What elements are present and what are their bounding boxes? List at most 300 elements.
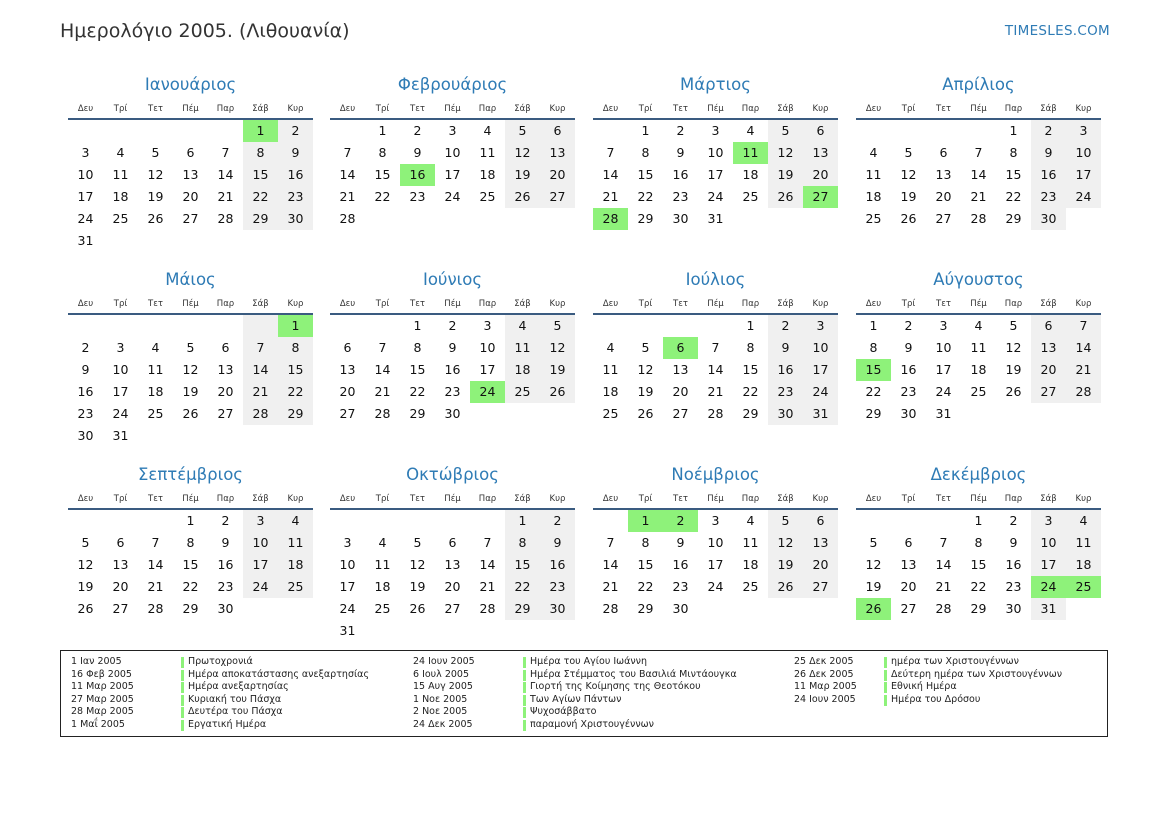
day-cell: 18 [970,362,987,377]
day-cell: 29 [1005,211,1022,226]
day-cell: 12 [409,557,426,572]
day-cell: 20 [339,384,356,399]
day-cell: 14 [339,167,356,182]
day-cell: 12 [637,362,654,377]
day-cell: 17 [1066,164,1101,186]
holiday-date: 1 Νοε 2005 [413,693,468,705]
day-cell: 27 [339,406,356,421]
empty-cell [593,120,628,142]
empty-cell [663,315,698,337]
weekday-label: Πέμ [444,104,461,114]
holiday-name: Εθνική Ημέρα [891,681,957,693]
day-cell: 22 [970,579,987,594]
weekday-label: Σάβ [777,494,794,504]
day-cell: 9 [676,535,685,550]
day-cell: 2 [768,315,803,337]
month-block [856,460,1101,620]
weekday-label: Τρί [375,494,390,504]
day-cell: 7 [711,340,720,355]
day-cell: 30 [768,403,803,425]
day-cell: 28 [970,211,987,226]
day-cell: 23 [409,189,426,204]
holiday-date: 24 Δεκ 2005 [413,718,473,730]
day-cell: 13 [672,362,689,377]
day-cell: 19 [147,189,164,204]
day-cell: 30 [1005,601,1022,616]
day-cell: 6 [540,120,575,142]
holiday-name: Γιορτή της Κοίμησης της Θεοτόκου [530,681,701,693]
day-cell: 17 [479,362,496,377]
day-cell: 14 [707,362,724,377]
weekday-label: Σάβ [514,494,531,504]
day-cell: 29 [637,211,654,226]
holiday-row [794,693,981,707]
day-cell: 4 [483,123,492,138]
day-cell: 22 [409,384,426,399]
day-cell: 7 [151,535,160,550]
holiday-date: 25 Δεκ 2005 [794,656,854,667]
day-cell: 3 [939,318,948,333]
day-cell: 11 [602,362,619,377]
empty-cell [68,315,103,337]
empty-cell [891,510,926,532]
holiday-name: ημέρα των Χριστουγέννων [891,656,1019,667]
day-cell: 11 [479,145,496,160]
day-cell: 5 [1009,318,1018,333]
day-grid [856,120,1101,230]
day-cell: 17 [707,557,724,572]
day-cell: 28 [217,211,234,226]
day-cell: 10 [1066,142,1101,164]
day-cell: 27 [217,406,234,421]
empty-cell [330,315,365,337]
day-cell: 19 [409,579,426,594]
day-cell: 27 [182,211,199,226]
month-block [593,70,838,230]
day-cell: 2 [278,120,313,142]
day-cell: 20 [672,384,689,399]
holiday-day-cell: 24 [1031,576,1066,598]
day-cell: 10 [803,337,838,359]
day-cell: 12 [768,532,803,554]
day-cell: 21 [602,579,619,594]
day-cell: 26 [1005,384,1022,399]
weekday-label: Παρ [1004,299,1023,309]
day-cell: 25 [742,189,759,204]
day-cell: 20 [803,554,838,576]
weekday-label: Κυρ [287,299,304,309]
day-cell: 8 [641,145,650,160]
day-cell: 24 [243,576,278,598]
weekday-header [68,295,313,313]
day-cell: 26 [768,576,803,598]
day-cell: 20 [1031,359,1066,381]
weekday-header [330,490,575,508]
day-cell: 8 [505,532,540,554]
day-cell: 12 [540,337,575,359]
day-cell: 3 [711,123,720,138]
month-block [330,70,575,230]
day-cell: 17 [243,554,278,576]
day-cell: 9 [676,145,685,160]
month-name: Ιούνιος [422,270,483,289]
month-block [330,460,575,642]
holiday-row [71,693,282,707]
holiday-column [794,656,1063,706]
day-cell: 14 [374,362,391,377]
site-link[interactable]: TIMESLES.COM [1004,23,1110,39]
day-cell: 19 [540,359,575,381]
weekday-header [856,490,1101,508]
day-cell: 7 [221,145,230,160]
day-cell: 3 [1066,120,1101,142]
day-cell: 7 [939,535,948,550]
day-cell: 31 [77,233,94,248]
day-cell: 11 [112,167,129,182]
weekday-label: Παρ [741,494,760,504]
day-cell: 16 [77,384,94,399]
day-cell: 23 [77,406,94,421]
day-cell: 25 [479,189,496,204]
day-cell: 24 [339,601,356,616]
day-cell: 7 [606,145,615,160]
empty-cell [435,510,470,532]
day-cell: 20 [900,579,917,594]
day-cell: 2 [676,123,685,138]
weekday-label: Κυρ [1075,104,1092,114]
day-cell: 6 [186,145,195,160]
day-cell: 10 [707,145,724,160]
holiday-date: 11 Μαρ 2005 [71,681,134,693]
holiday-day-cell: 1 [278,315,313,337]
empty-cell [593,315,628,337]
weekday-label: Πέμ [970,104,987,114]
weekday-label: Σάβ [514,299,531,309]
weekday-label: Παρ [216,104,235,114]
day-cell: 4 [278,510,313,532]
day-cell: 9 [278,142,313,164]
weekday-label: Παρ [478,299,497,309]
holiday-row [794,656,1019,669]
empty-cell [103,315,138,337]
weekday-label: Κυρ [549,494,566,504]
day-cell: 9 [448,340,457,355]
page-title: Ημερολόγιο 2005. (Λιθουανία) [60,20,350,42]
day-cell: 14 [147,557,164,572]
day-cell: 25 [865,211,882,226]
empty-cell [593,510,628,532]
day-cell: 21 [147,579,164,594]
empty-cell [103,120,138,142]
day-cell: 11 [1066,532,1101,554]
weekday-label: Τρί [901,494,916,504]
day-cell: 13 [217,362,234,377]
weekday-label: Τρί [375,104,390,114]
month-block [68,460,313,620]
holiday-row [71,656,253,669]
weekday-header [330,295,575,313]
month-block [593,265,838,425]
holiday-day-cell: 26 [856,598,891,620]
day-cell: 19 [637,384,654,399]
day-cell: 18 [742,167,759,182]
empty-cell [961,120,996,142]
day-cell: 4 [378,535,387,550]
day-cell: 21 [707,384,724,399]
day-cell: 23 [217,579,234,594]
weekday-label: Παρ [478,104,497,114]
day-cell: 14 [217,167,234,182]
day-cell: 4 [869,145,878,160]
day-cell: 26 [147,211,164,226]
day-cell: 15 [409,362,426,377]
day-cell: 27 [935,211,952,226]
day-cell: 20 [182,189,199,204]
day-cell: 13 [935,167,952,182]
day-cell: 21 [1066,359,1101,381]
empty-cell [68,510,103,532]
day-cell: 29 [278,403,313,425]
holiday-column [71,656,370,732]
day-cell: 27 [900,601,917,616]
day-cell: 5 [904,145,913,160]
holiday-day-cell: 11 [733,142,768,164]
weekday-header [856,295,1101,313]
holiday-day-cell: 16 [400,164,435,186]
day-cell: 16 [444,362,461,377]
empty-cell [628,315,663,337]
day-cell: 20 [935,189,952,204]
day-cell: 26 [182,406,199,421]
day-cell: 18 [1066,554,1101,576]
day-cell: 16 [672,167,689,182]
weekday-label: Τετ [410,104,425,114]
day-cell: 2 [1009,513,1018,528]
weekday-label: Πέμ [444,494,461,504]
holiday-name: Δευτέρα του Πάσχα [188,706,283,718]
weekday-label: Δευ [339,299,356,309]
holiday-name: Ημέρα αποκατάστασης ανεξαρτησίας [188,668,370,680]
day-cell: 21 [374,384,391,399]
day-cell: 24 [803,381,838,403]
weekday-label: Πέμ [182,299,199,309]
day-cell: 28 [339,211,356,226]
day-cell: 12 [1005,340,1022,355]
weekday-label: Τετ [673,299,688,309]
day-cell: 6 [1031,315,1066,337]
day-cell: 28 [374,406,391,421]
day-cell: 5 [540,315,575,337]
day-cell: 5 [81,535,90,550]
weekday-label: Πέμ [970,299,987,309]
day-cell: 15 [637,167,654,182]
day-cell: 26 [900,211,917,226]
day-cell: 18 [602,384,619,399]
day-cell: 1 [869,318,878,333]
day-cell: 24 [1066,186,1101,208]
day-cell: 18 [505,359,540,381]
day-grid [593,120,838,230]
day-cell: 23 [444,384,461,399]
empty-cell [365,510,400,532]
weekday-label: Παρ [1004,494,1023,504]
day-cell: 2 [81,340,90,355]
empty-cell [68,120,103,142]
holiday-name: Πρωτοχρονιά [188,656,253,667]
day-cell: 13 [339,362,356,377]
day-cell: 18 [374,579,391,594]
day-cell: 25 [374,601,391,616]
empty-cell [365,315,400,337]
month-name: Νοέμβριος [671,465,760,484]
day-grid [330,315,575,425]
day-grid [68,120,313,252]
day-cell: 4 [505,315,540,337]
day-cell: 29 [865,406,882,421]
weekday-label: Τετ [148,104,163,114]
day-cell: 29 [637,601,654,616]
day-cell: 9 [904,340,913,355]
day-cell: 26 [505,186,540,208]
day-cell: 24 [77,211,94,226]
day-cell: 8 [378,145,387,160]
weekday-label: Τετ [148,494,163,504]
day-cell: 19 [900,189,917,204]
day-cell: 15 [182,557,199,572]
empty-cell [400,510,435,532]
weekday-label: Κυρ [1075,299,1092,309]
holiday-row [794,681,957,694]
weekday-label: Τετ [410,299,425,309]
day-cell: 4 [1066,510,1101,532]
weekday-label: Τετ [673,494,688,504]
day-cell: 12 [900,167,917,182]
day-cell: 25 [970,384,987,399]
holiday-row [71,718,267,732]
day-cell: 2 [221,513,230,528]
empty-cell [470,510,505,532]
day-cell: 1 [1009,123,1018,138]
empty-cell [330,510,365,532]
holiday-date: 6 Ιουλ 2005 [413,668,469,680]
day-cell: 17 [77,189,94,204]
day-cell: 30 [540,598,575,620]
day-cell: 3 [711,513,720,528]
day-cell: 24 [707,579,724,594]
day-cell: 5 [768,120,803,142]
day-cell: 3 [483,318,492,333]
day-cell: 30 [1031,208,1066,230]
weekday-label: Πέμ [707,494,724,504]
weekday-label: Πέμ [970,494,987,504]
holiday-row [413,681,701,694]
day-cell: 17 [112,384,129,399]
day-cell: 16 [540,554,575,576]
holiday-day-cell: 1 [628,510,663,532]
day-cell: 14 [479,557,496,572]
day-cell: 16 [1005,557,1022,572]
day-cell: 19 [77,579,94,594]
day-cell: 16 [217,557,234,572]
day-cell: 1 [505,510,540,532]
weekday-header [68,490,313,508]
weekday-label: Τρί [638,299,653,309]
month-block [856,265,1101,425]
holiday-row [413,693,622,707]
weekday-header [593,100,838,118]
weekday-label: Κυρ [549,299,566,309]
holiday-date: 26 Δεκ 2005 [794,668,854,680]
weekday-label: Παρ [741,104,760,114]
day-cell: 1 [378,123,387,138]
day-cell: 15 [742,362,759,377]
day-cell: 13 [182,167,199,182]
holiday-row [413,718,654,732]
weekday-label: Πέμ [444,299,461,309]
weekday-label: Κυρ [812,299,829,309]
month-name: Ιανουάριος [144,75,237,94]
day-cell: 18 [112,189,129,204]
holiday-date: 24 Ιουν 2005 [413,656,475,667]
day-cell: 21 [479,579,496,594]
empty-cell [138,120,173,142]
day-cell: 8 [186,535,195,550]
holiday-day-cell: 6 [663,337,698,359]
empty-cell [138,315,173,337]
day-cell: 31 [935,406,952,421]
day-cell: 3 [116,340,125,355]
weekday-label: Δευ [339,104,356,114]
day-cell: 13 [1031,337,1066,359]
day-cell: 22 [182,579,199,594]
day-cell: 19 [768,554,803,576]
day-cell: 20 [112,579,129,594]
day-cell: 18 [479,167,496,182]
holiday-name: Ημέρα του Αγίου Ιωάννη [530,656,648,667]
day-cell: 20 [540,164,575,186]
holiday-day-cell: 24 [470,381,505,403]
weekday-label: Τρί [113,494,128,504]
empty-cell [243,315,278,337]
day-cell: 10 [339,557,356,572]
holiday-date: 16 Φεβ 2005 [71,668,132,680]
weekday-label: Σάβ [252,494,269,504]
day-cell: 30 [672,211,689,226]
day-cell: 5 [768,510,803,532]
day-cell: 25 [505,381,540,403]
weekday-header [330,100,575,118]
day-cell: 25 [742,579,759,594]
empty-cell [856,120,891,142]
day-cell: 30 [278,208,313,230]
day-cell: 22 [1005,189,1022,204]
day-cell: 1 [746,318,755,333]
day-cell: 3 [803,315,838,337]
day-cell: 14 [602,557,619,572]
day-cell: 1 [974,513,983,528]
weekday-label: Κυρ [549,104,566,114]
empty-cell [330,120,365,142]
empty-cell [698,315,733,337]
weekday-label: Τρί [901,299,916,309]
day-cell: 7 [483,535,492,550]
day-cell: 6 [803,510,838,532]
month-name: Ιούλιος [685,270,746,289]
day-cell: 22 [505,576,540,598]
day-cell: 26 [540,381,575,403]
empty-cell [926,120,961,142]
day-cell: 16 [672,557,689,572]
